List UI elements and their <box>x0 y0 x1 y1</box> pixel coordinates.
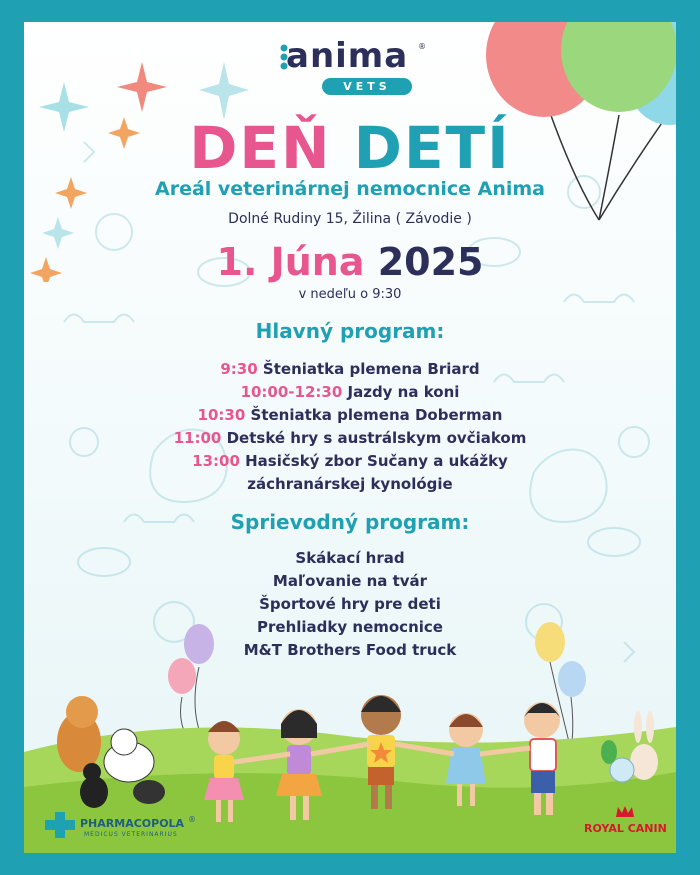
program-text: Jazdy na koni <box>347 383 460 401</box>
event-title <box>24 114 676 182</box>
side-program-item: M&T Brothers Food truck <box>243 641 457 659</box>
venue-address: Dolné Rudiny 15, Žilina ( Závodie ) <box>228 211 472 227</box>
kids-playing-illustration <box>24 602 676 853</box>
title-part-2: DETÍ <box>353 114 511 182</box>
program-text: Šteniatka plemena Briard <box>262 360 480 378</box>
sponsor-royal-canin: ROYAL CANIN <box>584 822 667 835</box>
program-item <box>24 406 676 424</box>
program-item <box>24 452 676 470</box>
logo-vets-badge: VETS <box>322 78 412 95</box>
event-date <box>24 240 676 284</box>
crown-icon <box>614 805 636 819</box>
program-item <box>24 383 676 401</box>
main-program-heading: Hlavný program: <box>255 319 445 343</box>
poster <box>24 22 676 853</box>
side-program-item: Skákací hrad <box>295 549 405 567</box>
side-program-item: Maľovanie na tvár <box>272 572 428 590</box>
logo-wordmark: anima <box>286 36 409 76</box>
sparkle-icon <box>199 62 249 122</box>
venue-name: Areál veterinárnej nemocnice Anima <box>155 178 545 200</box>
program-time: 10:30 <box>197 406 246 424</box>
registered-mark: ® <box>188 815 196 824</box>
side-program-item: Prehliadky nemocnice <box>257 618 443 636</box>
program-time: 13:00 <box>192 452 240 470</box>
program-time: 11:00 <box>173 429 222 447</box>
program-item <box>24 429 676 447</box>
sponsor-pharmacopola-tagline: MEDICUS VETERINARIUS <box>84 831 178 838</box>
title-part-1: DEŇ <box>189 114 332 182</box>
program-time: 9:30 <box>220 360 258 378</box>
date-day-month: 1. Júna <box>216 240 365 284</box>
program-time: 10:00-12:30 <box>240 383 343 401</box>
program-text: Šteniatka plemena Doberman <box>250 406 503 424</box>
program-item <box>24 360 676 378</box>
pharmacy-cross-icon <box>44 812 76 838</box>
program-text: Hasičský zbor Sučany a ukážky <box>245 452 508 470</box>
registered-mark: ® <box>418 42 426 51</box>
side-program-item: Športové hry pre deti <box>259 595 441 613</box>
side-program-heading: Sprievodný program: <box>230 510 470 534</box>
event-time: v nedeľu o 9:30 <box>298 287 402 302</box>
date-year: 2025 <box>377 240 484 284</box>
program-item-continuation: záchranárskej kynológie <box>247 475 453 493</box>
program-text: Detské hry s austrálskym ovčiakom <box>226 429 527 447</box>
sponsor-pharmacopola: PHARMACOPOLA <box>80 817 185 830</box>
